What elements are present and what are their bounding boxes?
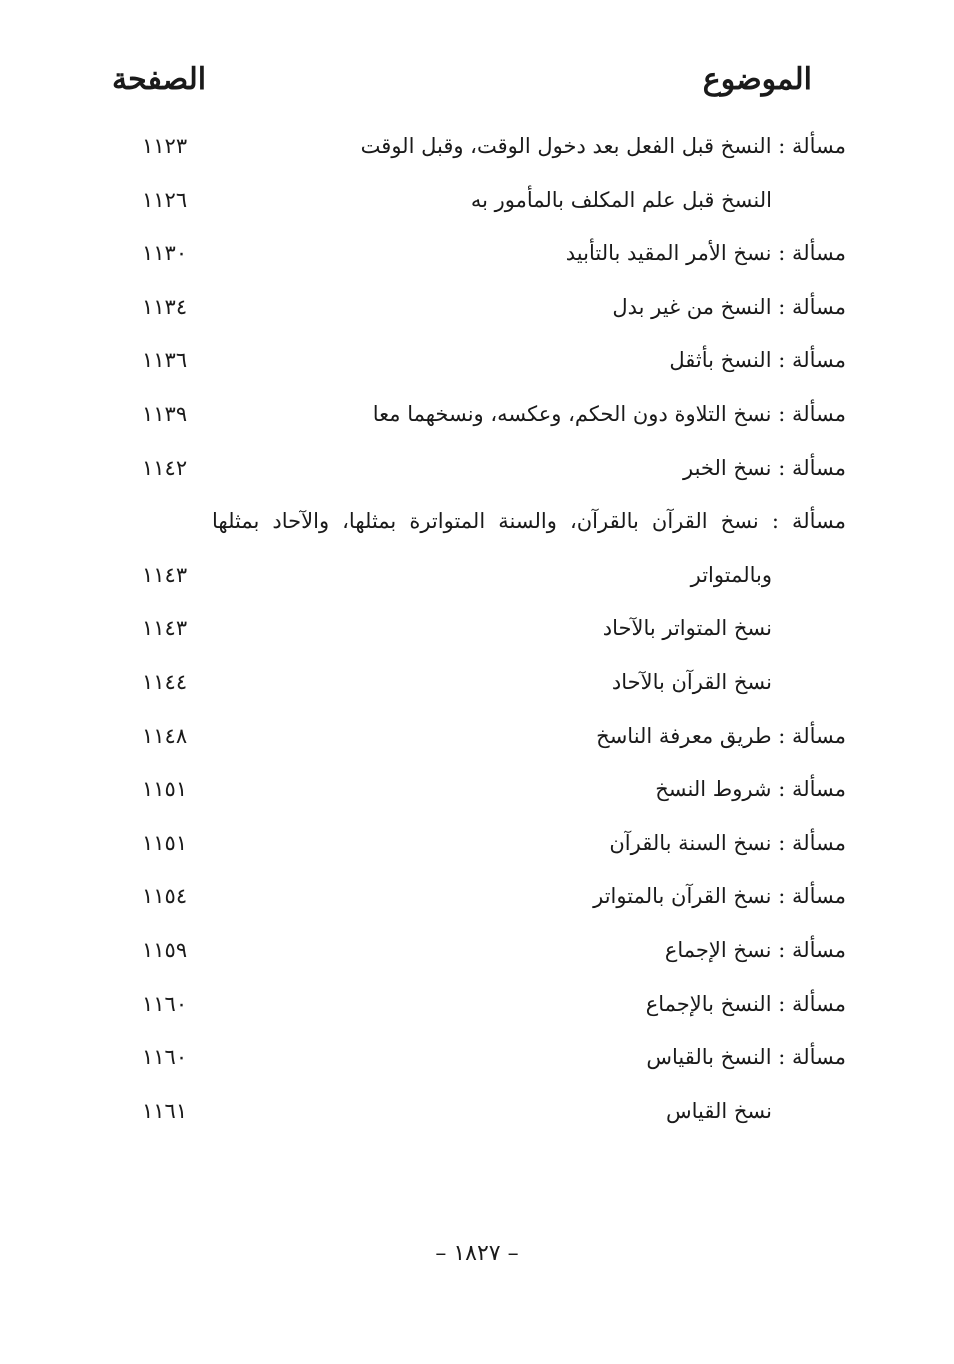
toc-entry bbox=[0, 608, 954, 648]
toc-entry-page: ١١٦١ bbox=[142, 1098, 188, 1123]
column-header-page: الصفحة bbox=[112, 62, 207, 97]
toc-entry bbox=[0, 1091, 954, 1131]
toc-entry-page: ١١٣٩ bbox=[142, 402, 188, 426]
toc-entry-page: ١١٤٢ bbox=[142, 455, 188, 480]
toc-entry bbox=[0, 930, 954, 970]
toc-entry bbox=[0, 501, 954, 541]
toc-entry bbox=[0, 769, 954, 809]
toc-entry-title: مسألة : نسخ الأمر المقيد بالتأبيد bbox=[565, 241, 846, 266]
toc-entry bbox=[0, 287, 954, 327]
toc-entry-title: النسخ قبل علم المكلف بالمأمور به bbox=[470, 187, 772, 212]
toc-entry-page: ١١٢٣ bbox=[142, 134, 188, 158]
toc-entry bbox=[0, 340, 954, 380]
toc-entry-page: ١١٤٨ bbox=[142, 723, 188, 748]
toc-entry-title: مسألة : طريق معرفة الناسخ bbox=[596, 723, 846, 748]
toc-entry-page: ١١٣٤ bbox=[142, 294, 188, 319]
toc-entry-title: مسألة : شروط النسخ bbox=[655, 777, 846, 802]
column-header-topic: الموضوع bbox=[702, 62, 812, 97]
toc-entry bbox=[0, 876, 954, 916]
toc-entry-title: مسألة : النسخ بالقياس bbox=[646, 1045, 846, 1070]
toc-entry bbox=[0, 126, 954, 166]
toc-entry-title: مسألة : نسخ القرآن بالقرآن، والسنة المتواترة بمثلها، والآحاد بمثلها bbox=[212, 509, 846, 534]
toc-entry-title: مسألة : نسخ الخبر bbox=[683, 455, 846, 480]
toc-entry-page: ١١٢٦ bbox=[142, 187, 188, 212]
toc-entry-title: مسألة : نسخ السنة بالقرآن bbox=[609, 830, 846, 855]
toc-entry-page: ١١٦٠ bbox=[142, 1045, 188, 1070]
toc-entry bbox=[0, 984, 954, 1024]
toc-entry-title: مسألة : نسخ الإجماع bbox=[664, 938, 846, 962]
toc-entry-title: مسألة : النسخ قبل الفعل بعد دخول الوقت، وقبل الوقت bbox=[360, 134, 846, 158]
toc-entry-title: مسألة : النسخ بالإجماع bbox=[645, 991, 846, 1016]
toc-entry-title: مسألة : النسخ بأثقل bbox=[669, 348, 846, 373]
toc-entry-title: وبالمتواتر bbox=[690, 562, 772, 587]
toc-entry bbox=[0, 233, 954, 273]
toc-entry bbox=[0, 716, 954, 756]
toc-entry bbox=[0, 180, 954, 220]
toc-entry-page: ١١٣٦ bbox=[142, 348, 188, 373]
toc-entry-title: نسخ القياس bbox=[665, 1098, 772, 1123]
toc-entry bbox=[0, 1037, 954, 1077]
toc-entry bbox=[0, 448, 954, 488]
toc-entry-page: ١١٥٩ bbox=[142, 938, 188, 962]
toc-entry-page: ١١٤٤ bbox=[142, 670, 188, 694]
toc-entry bbox=[0, 394, 954, 434]
toc-entry-page: ١١٤٣ bbox=[142, 616, 188, 641]
toc-entry-title: مسألة : النسخ من غير بدل bbox=[612, 294, 846, 319]
toc-entry-page: ١١٥٤ bbox=[142, 884, 188, 909]
toc-entry-page: ١١٣٠ bbox=[142, 241, 188, 266]
toc-entry-page: ١١٥١ bbox=[142, 777, 188, 802]
page-number: – ١٨٢٧ – bbox=[435, 1241, 519, 1266]
toc-entry bbox=[0, 662, 954, 702]
toc-entry-title: نسخ المتواتر بالآحاد bbox=[602, 616, 772, 641]
toc-entry-title: نسخ القرآن بالآحاد bbox=[611, 670, 772, 694]
toc-entry bbox=[0, 555, 954, 595]
toc-entry-page: ١١٥١ bbox=[142, 830, 188, 855]
toc-entry-title: مسألة : نسخ التلاوة دون الحكم، وعكسه، ونسخهما معا bbox=[372, 402, 846, 426]
toc-entry-page: ١١٤٣ bbox=[142, 562, 188, 587]
toc-entry-title: مسألة : نسخ القرآن بالمتواتر bbox=[593, 884, 846, 909]
toc-entry bbox=[0, 823, 954, 863]
toc-entry-page: ١١٦٠ bbox=[142, 991, 188, 1016]
